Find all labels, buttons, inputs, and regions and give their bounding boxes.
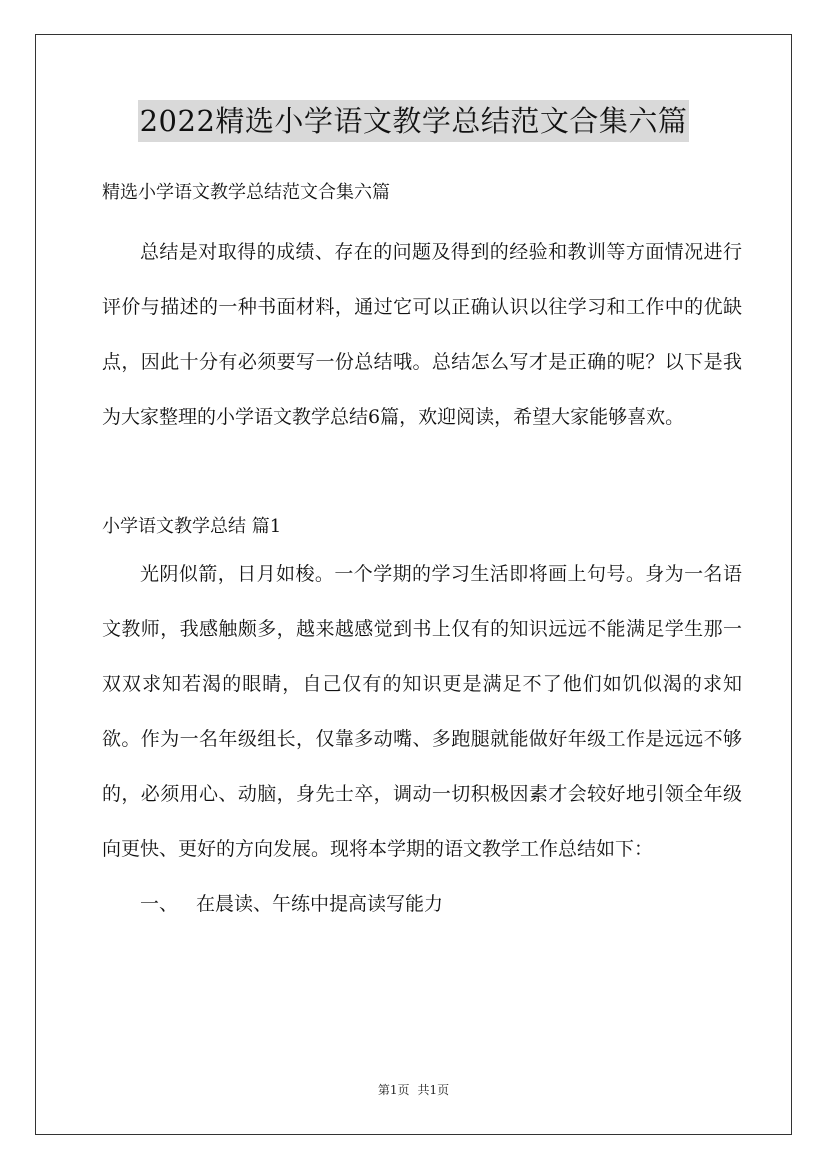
document-body: [102, 175, 742, 932]
document-subtitle: 精选小学语文教学总结范文合集六篇: [102, 182, 390, 203]
page-total: 共1页: [417, 1083, 450, 1097]
title-area: [0, 100, 827, 142]
list-item-number: 一、: [140, 893, 179, 915]
list-item: [102, 877, 742, 932]
list-item-text: 在晨读、午练中提高读写能力: [196, 893, 444, 915]
page-number: 第1页: [377, 1083, 410, 1097]
document-title: 2022精选小学语文教学总结范文合集六篇: [138, 100, 690, 142]
section-paragraph: 光阴似箭，日月如梭。一个学期的学习生活即将画上句号。身为一名语文教师，我感触颇多，越来越感觉到书上仅有的知识远远不能满足学生那一双双求知若渴的眼睛，自己仅有的知识更是满足不了他们如饥似渴的求知欲。作为一名年级组长，仅靠多动嘴、多跑腿就能做好年级工作是远远不够的，必须用心、动脑，身先士卒，调动一切积极因素才会较好地引领全年级向更快、更好的方向发展。现将本学期的语文教学工作总结如下：: [102, 563, 742, 860]
page-footer: [0, 1082, 827, 1098]
section-heading: 小学语文教学总结 篇1: [102, 516, 282, 537]
intro-paragraph: 总结是对取得的成绩、存在的问题及得到的经验和教训等方面情况进行评价与描述的一种书面材料，通过它可以正确认识以往学习和工作中的优缺点，因此十分有必须要写一份总结哦。总结怎么写才是正确的呢？以下是我为大家整理的小学语文教学总结6篇，欢迎阅读，希望大家能够喜欢。: [102, 241, 742, 428]
